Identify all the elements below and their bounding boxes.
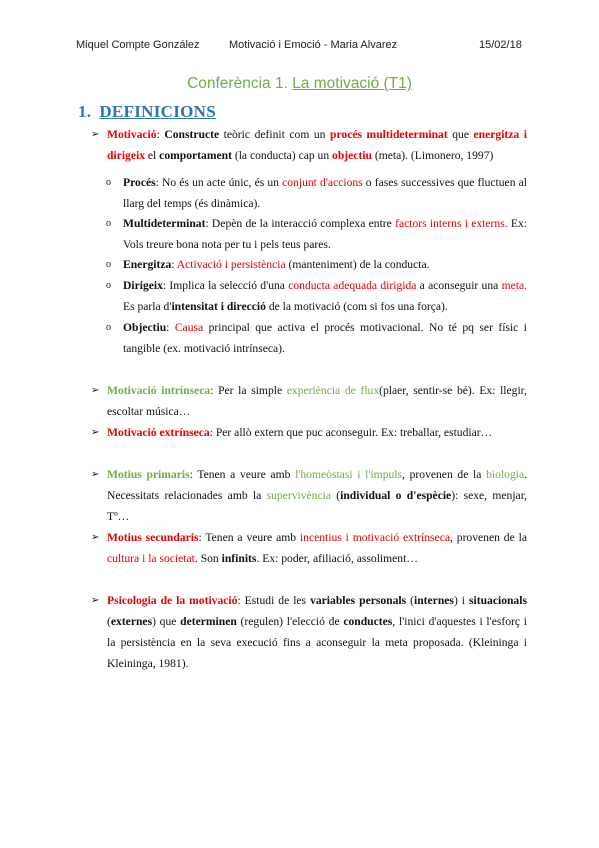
arrow-bullet-icon: ➢ — [91, 469, 100, 480]
text: : Depèn de la interacció complexa entre — [205, 217, 396, 230]
term-conductes: conductes — [343, 615, 393, 628]
text: (plaer, sentir-se bé). Ex: llegir, escoltar música… — [107, 384, 527, 418]
text: ( — [330, 489, 341, 502]
section-number: 1. — [78, 102, 92, 121]
text: principal que activa el procés motivacional. No té pq ser físic i tangible (ex. motivació intrínseca). — [123, 321, 527, 355]
term-internes: internes — [414, 594, 454, 607]
text: (regulen) l'elecció de — [236, 615, 344, 628]
highlight: conjunt d'accions — [282, 176, 363, 189]
arrow-bullet-icon: ➢ — [91, 385, 100, 396]
circle-bullet-icon: o — [106, 177, 111, 188]
term-extrinseca: Motivació extrínseca — [107, 426, 210, 439]
term-primaris: Motius primaris — [107, 468, 190, 481]
term-dirigeix: Dirigeix — [123, 279, 163, 292]
header-author: Miquel Compte González — [76, 39, 200, 51]
term-constructe: Constructe — [164, 128, 220, 141]
subdefinition-dirigeix — [106, 275, 527, 317]
term-proces: Procés — [123, 176, 156, 189]
text: Ex: Vols treure bona nota per tu i pels teus pares. — [123, 217, 527, 251]
subdefinition-multideterminat — [106, 213, 527, 255]
text: : — [166, 321, 175, 334]
arrow-bullet-icon: ➢ — [91, 129, 100, 140]
term-multideterminat: Multideterminat — [123, 217, 206, 230]
definition-secundaris — [91, 527, 527, 569]
highlight: l'homeòstasi i l'impuls — [295, 468, 403, 481]
text: : — [156, 128, 165, 141]
highlight: conducta adequada dirigida — [288, 279, 417, 292]
text: el — [145, 149, 160, 162]
highlight: Activació i persistència — [176, 258, 286, 271]
term-secundaris: Motius secundaris — [107, 531, 199, 544]
circle-bullet-icon: o — [106, 280, 111, 291]
term-individual-especie: individual o d'espècie — [340, 489, 452, 502]
term-dirigeix: i dirigeix — [107, 128, 528, 162]
arrow-bullet-icon: ➢ — [91, 532, 100, 543]
text: : Per la simple — [210, 384, 287, 397]
text: que — [447, 128, 474, 141]
text: (la conducta) cap un — [231, 149, 333, 162]
text: teòric definit com un — [219, 128, 331, 141]
text: o fases successives que fluctuen al llarg del temps (és dinàmica). — [123, 176, 527, 210]
header-date: 15/02/18 — [479, 39, 522, 51]
arrow-bullet-icon: ➢ — [91, 595, 100, 606]
text: , provenen de la — [402, 468, 487, 481]
term-motivacio: Motivació — [107, 128, 157, 141]
term-situacionals: situacionals — [468, 594, 527, 607]
section-label: DEFINICIONS — [99, 102, 217, 121]
text: : Estudi de les — [237, 594, 311, 607]
term-infinits: infinits — [221, 552, 257, 565]
circle-bullet-icon: o — [106, 322, 111, 333]
text: ( — [406, 594, 414, 607]
term-comportament: comportament — [159, 149, 232, 162]
highlight: incentius i motivació extrínseca — [299, 531, 450, 544]
text: ( — [107, 615, 111, 628]
definition-intrinseca — [91, 380, 527, 422]
text: . Son — [194, 552, 222, 565]
text: : No és un acte únic, és un — [155, 176, 283, 189]
term-variables-personals: variables personals — [310, 594, 407, 607]
text: a aconseguir una — [416, 279, 502, 292]
definition-motivacio — [91, 124, 528, 166]
term-objectiu: Objectiu — [123, 321, 167, 334]
section-heading — [78, 102, 216, 122]
highlight: experiència de flux — [286, 384, 380, 397]
term-intensitat-direccio: intensitat i direcció — [171, 300, 266, 313]
highlight: cultura i la societat — [107, 552, 195, 565]
definition-extrinseca — [91, 422, 527, 443]
term-proces-multideterminat: procés multideterminat — [330, 128, 448, 141]
highlight: supervivència — [266, 489, 331, 502]
subdefinition-objectiu — [106, 317, 527, 359]
text: . Ex: poder, afiliació, assoliment… — [256, 552, 418, 565]
text: ) que — [152, 615, 181, 628]
term-objectiu: objectiu — [332, 149, 372, 162]
term-externes: externes — [110, 615, 153, 628]
circle-bullet-icon: o — [106, 218, 111, 229]
text: ) i — [453, 594, 469, 607]
text: Es parla d' — [123, 300, 172, 313]
definition-psicologia — [91, 590, 528, 674]
definition-primaris — [91, 464, 528, 527]
text: : Tenen a veure amb — [198, 531, 300, 544]
text: : Implica la selecció d'una — [162, 279, 289, 292]
subdefinition-proces — [106, 172, 527, 214]
header-course: Motivació i Emoció - Maria Alvarez — [229, 39, 398, 51]
arrow-bullet-icon: ➢ — [91, 427, 100, 438]
text: : — [171, 258, 177, 271]
text: , l'inici d'aquestes i l'esforç i la persistència en la seva execució fins a aconseguir la meta proposada. (Kleininga i Kleininga, 1981). — [107, 615, 528, 670]
title-main: La motivació (T1) — [292, 75, 412, 92]
term-energitza: Energitza — [123, 258, 172, 271]
subdefinition-energitza — [106, 254, 527, 275]
text: , provenen de la — [450, 531, 527, 544]
circle-bullet-icon: o — [106, 259, 111, 270]
text: (meta). (Limonero, 1997) — [371, 149, 494, 162]
term-determinen: determinen — [180, 615, 237, 628]
highlight: factors interns i externs. — [395, 217, 508, 230]
highlight: biologia — [486, 468, 525, 481]
term-intrinseca: Motivació intrínseca — [107, 384, 211, 397]
text: : Per allò extern que puc aconseguir. Ex: treballar, estudiar… — [209, 426, 493, 439]
page-title — [0, 75, 599, 93]
text: : Tenen a veure amb — [189, 468, 296, 481]
text: (manteniment) de la conducta. — [285, 258, 430, 271]
term-energitza: energitza — [473, 128, 520, 141]
text: . Necessitats relacionades amb la — [107, 468, 528, 502]
highlight: Causa — [174, 321, 204, 334]
text: de la motivació (com si fos una força). — [265, 300, 448, 313]
highlight: meta. — [501, 279, 527, 292]
text: ): sexe, menjar, Tº… — [107, 489, 527, 523]
term-psicologia-motivacio: Psicologia de la motivació — [107, 594, 238, 607]
title-prefix: Conferència 1. — [187, 75, 288, 92]
